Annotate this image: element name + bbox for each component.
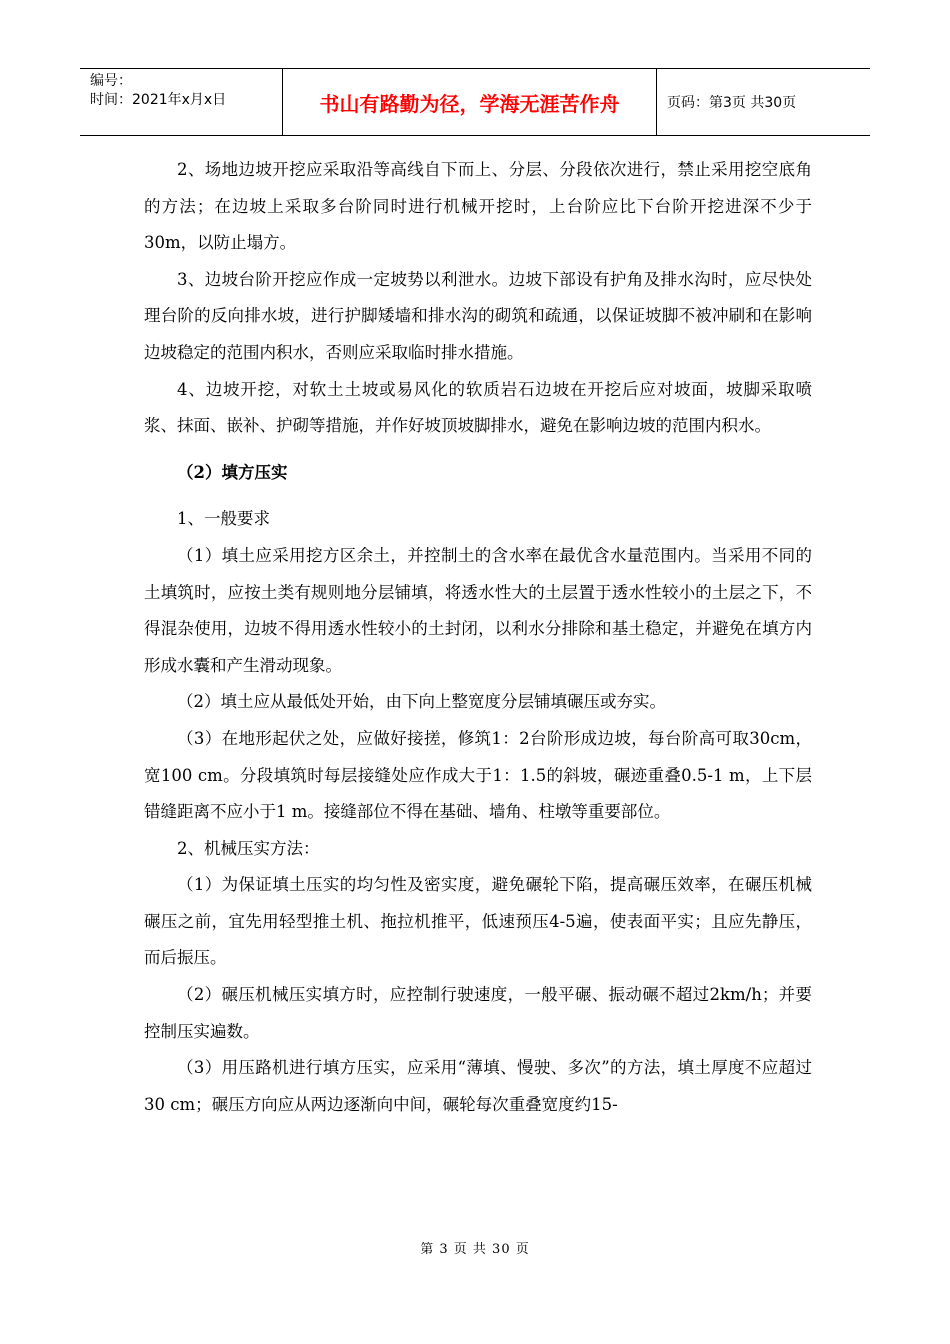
header-page-info: 页码：第3页 共30页 bbox=[667, 95, 797, 111]
paragraph: （2）填土应从最低处开始，由下向上整宽度分层铺填碾压或夯实。 bbox=[177, 692, 666, 712]
paragraph: 3、边坡台阶开挖应作成一定坡势以利泄水。边坡下部设有护角及排水沟时，应尽快处理台阶的反向排水坡，进行护脚矮墙和排水沟的砌筑和疏通，以保证坡脚不被冲刷和在影响边坡稳定的范围内积水，否则应采取临时排水措施。 bbox=[144, 269, 812, 362]
paragraph: 2、机械压实方法： bbox=[177, 838, 320, 858]
header-motto: 书山有路勤为径，学海无涯苦作舟 bbox=[283, 69, 657, 135]
document-number-label: 编号： bbox=[90, 73, 132, 89]
header-meta bbox=[80, 69, 283, 135]
paragraph: （3）在地形起伏之处，应做好接搓，修筑1：2台阶形成边坡，每台阶高可取30cm，宽100 cm。分段填筑时每层接缝处应作成大于1：1.5的斜坡，碾迹重叠0.5-1 m，上下层错缝距离不应小于1 m。接缝部位不得在基础、墙角、柱墩等重要部位。 bbox=[144, 728, 812, 822]
section-heading: （2）填方压实 bbox=[177, 462, 288, 482]
paragraph: （3）用压路机进行填方压实，应采用“薄填、慢驶、多次”的方法，填土厚度不应超过30 cm；碾压方向应从两边逐渐向中间，碾轮每次重叠宽度约15- bbox=[144, 1058, 812, 1114]
paragraph: 4、边坡开挖，对软土土坡或易风化的软质岩石边坡在开挖后应对坡面，坡脚采取喷浆、抹面、嵌补、护砌等措施，并作好坡顶坡脚排水，避免在影响边坡的范围内积水。 bbox=[144, 379, 812, 436]
paragraph: 1、一般要求 bbox=[177, 509, 270, 529]
document-date: 时间：2021年x月x日 bbox=[90, 92, 227, 108]
paragraph: （1）填土应采用挖方区余土，并控制土的含水率在最优含水量范围内。当采用不同的土填筑时，应按土类有规则地分层铺填，将透水性大的土层置于透水性较小的土层之下，不得混杂使用，边坡不得用透水性较小的土封闭，以利水分排除和基土稳定，并避免在填方内形成水囊和产生滑动现象。 bbox=[144, 545, 812, 675]
page-header bbox=[80, 68, 870, 136]
paragraph: （1）为保证填土压实的均匀性及密实度，避免碾轮下陷，提高碾压效率，在碾压机械碾压之前，宜先用轻型推土机、拖拉机推平，低速预压4-5遍，使表面平实；且应先静压，而后振压。 bbox=[144, 875, 812, 968]
paragraph: 2、场地边坡开挖应采取沿等高线自下而上、分层、分段依次进行，禁止采用挖空底角的方法；在边坡上采取多台阶同时进行机械开挖时，上台阶应比下台阶开挖进深不少于30m，以防止塌方。 bbox=[144, 160, 812, 253]
page-footer: 第 3 页 共 30 页 bbox=[420, 1242, 530, 1257]
paragraph: （2）碾压机械压实填方时，应控制行驶速度，一般平碾、振动碾不超过2km/h；并要控制压实遍数。 bbox=[144, 985, 812, 1041]
document-body bbox=[144, 152, 812, 1123]
